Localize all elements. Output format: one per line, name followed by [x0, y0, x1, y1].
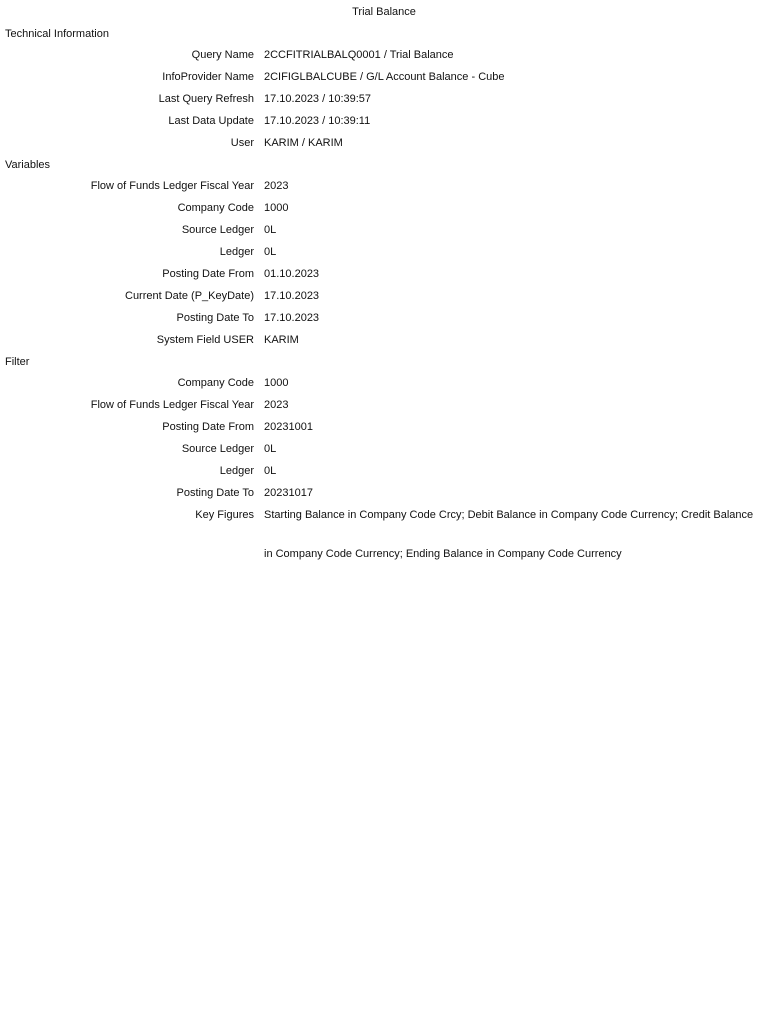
row-value: Starting Balance in Company Code Crcy; Debit Balance in Company Code Currency; Credit Balance in Company Code Currency; Ending Balance in Company Code Currency [264, 509, 754, 560]
row-label: Posting Date To [176, 487, 254, 499]
row-label: Company Code [177, 202, 254, 214]
variable-row-system-field-user [0, 333, 768, 347]
info-row-user [0, 136, 768, 150]
filter-row-posting-date-from [0, 420, 768, 434]
section-heading-variables: Variables [5, 159, 51, 171]
row-value: 1000 [264, 377, 289, 389]
row-value: 17.10.2023 / 10:39:57 [264, 93, 372, 105]
row-label: System Field USER [156, 334, 254, 346]
row-label: Source Ledger [181, 443, 254, 455]
filter-row-company-code [0, 376, 768, 390]
filter-row-source-ledger [0, 442, 768, 456]
filter-row-key-figures [0, 508, 768, 568]
row-value: 1000 [264, 202, 289, 214]
row-value: 0L [264, 224, 277, 236]
variable-row-current-date [0, 289, 768, 303]
info-row-last-query-refresh [0, 92, 768, 106]
row-value: 2CCFITRIALBALQ0001 / Trial Balance [264, 49, 454, 61]
row-label: Query Name [191, 49, 254, 61]
row-value: 2023 [264, 180, 289, 192]
row-label: Posting Date From [162, 268, 254, 280]
row-value: 0L [264, 465, 277, 477]
variable-row-posting-date-from [0, 267, 768, 281]
row-label: Ledger [219, 246, 254, 258]
row-label: Posting Date To [176, 312, 254, 324]
info-row-query-name [0, 48, 768, 62]
row-label: InfoProvider Name [162, 71, 254, 83]
row-value: 0L [264, 246, 277, 258]
row-value: 17.10.2023 / 10:39:11 [264, 115, 371, 127]
row-label: Flow of Funds Ledger Fiscal Year [90, 399, 254, 411]
row-value: 2CIFIGLBALCUBE / G/L Account Balance - Cube [264, 71, 505, 83]
row-label: Company Code [177, 377, 254, 389]
row-label: Current Date (P_KeyDate) [125, 290, 254, 302]
row-label: Source Ledger [181, 224, 254, 236]
row-value: 17.10.2023 [264, 290, 320, 302]
row-label: Last Query Refresh [158, 93, 254, 105]
row-value: KARIM [264, 334, 299, 346]
row-label: Key Figures [195, 509, 254, 521]
section-heading-filter: Filter [5, 356, 30, 368]
row-label: User [230, 137, 254, 149]
section-heading-technical-information: Technical Information [5, 28, 109, 40]
row-value: 20231017 [264, 487, 313, 499]
info-row-last-data-update [0, 114, 768, 128]
variable-row-company-code [0, 201, 768, 215]
row-value: KARIM / KARIM [264, 137, 343, 149]
variable-row-fiscal-year [0, 179, 768, 193]
row-value: 0L [264, 443, 277, 455]
page-title: Trial Balance [352, 6, 416, 18]
row-value: 2023 [264, 399, 289, 411]
row-label: Ledger [219, 465, 254, 477]
row-value: 17.10.2023 [264, 312, 320, 324]
variable-row-ledger [0, 245, 768, 259]
filter-row-ledger [0, 464, 768, 478]
variable-row-source-ledger [0, 223, 768, 237]
row-label: Posting Date From [162, 421, 254, 433]
row-label: Flow of Funds Ledger Fiscal Year [90, 180, 254, 192]
filter-row-fiscal-year [0, 398, 768, 412]
variable-row-posting-date-to [0, 311, 768, 325]
row-value: 20231001 [264, 421, 313, 433]
row-value: 01.10.2023 [264, 268, 320, 280]
row-label: Last Data Update [168, 115, 254, 127]
info-row-infoprovider-name [0, 70, 768, 84]
